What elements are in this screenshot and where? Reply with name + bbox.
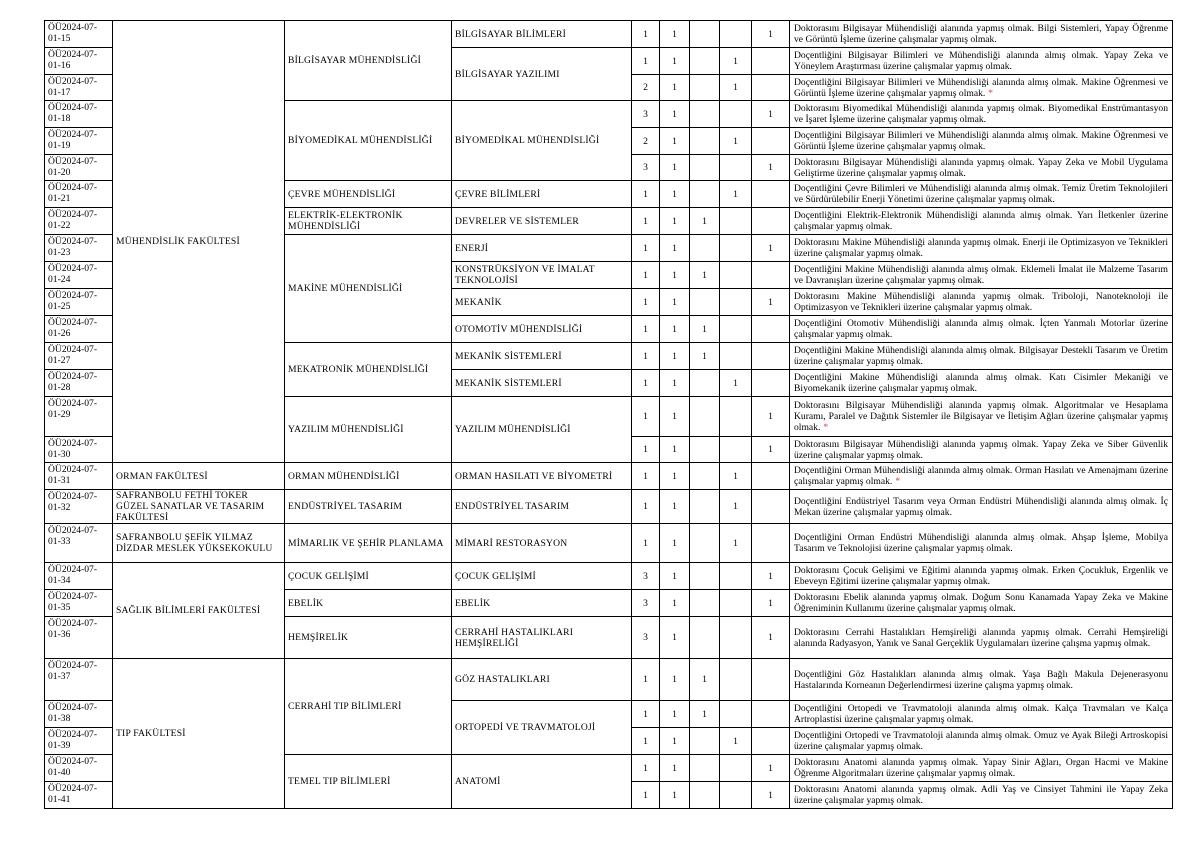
- position-code: ÖÜ2024-07-01-38: [45, 701, 113, 728]
- vacancy-count: 1: [632, 181, 660, 208]
- doctor-count: 1: [752, 437, 790, 463]
- level-count: 1: [660, 370, 690, 397]
- associate-count: 1: [720, 75, 752, 101]
- professor-count: [690, 755, 720, 782]
- position-code: ÖÜ2024-07-01-29: [45, 397, 113, 437]
- conditions-cell: [790, 343, 1173, 370]
- conditions-cell: [790, 208, 1173, 235]
- associate-count: [720, 208, 752, 235]
- associate-count: 1: [720, 48, 752, 75]
- doctor-count: 1: [752, 21, 790, 48]
- level-count: 1: [660, 48, 690, 75]
- document-page: [44, 20, 1172, 809]
- associate-count: 1: [720, 728, 752, 755]
- positions-table: [44, 20, 1173, 809]
- associate-count: [720, 235, 752, 262]
- doctor-count: [752, 316, 790, 343]
- position-code: ÖÜ2024-07-01-30: [45, 437, 113, 463]
- position-code: ÖÜ2024-07-01-24: [45, 262, 113, 289]
- conditions-text: Doktorasını Bilgisayar Mühendisliği alanında yapmış olmak. Bilgi Sistemleri, Yapay Öğrenme ve Görüntü İşleme üzerine çalışmalar yapmış olmak.: [794, 23, 1168, 45]
- department-cell: HEMŞİRELİK: [285, 617, 452, 659]
- associate-count: [720, 397, 752, 437]
- subject-area-cell: MEKANİK SİSTEMLERİ: [452, 343, 632, 370]
- subject-area-cell: YAZILIM MÜHENDİSLİĞİ: [452, 397, 632, 463]
- associate-count: [720, 782, 752, 809]
- doctor-count: 1: [752, 289, 790, 316]
- asterisk-icon: *: [895, 476, 901, 487]
- conditions-cell: [790, 316, 1173, 343]
- conditions-cell: [790, 437, 1173, 463]
- professor-count: 1: [690, 262, 720, 289]
- conditions-cell: [790, 21, 1173, 48]
- conditions-cell: [790, 48, 1173, 75]
- level-count: 1: [660, 701, 690, 728]
- professor-count: 1: [690, 701, 720, 728]
- conditions-text: Doktorasını Anatomi alanında yapmış olmak. Adli Yaş ve Cinsiyet Tahmini ile Yapay Zeka üzerine çalışmalar yapmış olmak.: [794, 784, 1168, 806]
- level-count: 1: [660, 782, 690, 809]
- professor-count: [690, 235, 720, 262]
- conditions-cell: [790, 289, 1173, 316]
- conditions-text: Doktorasını Bilgisayar Mühendisliği alanında yapmış olmak. Yapay Zeka ve Mobil Uygulama Geliştirme üzerine çalışmalar yapmış olmak.: [794, 156, 1168, 179]
- associate-count: 1: [720, 490, 752, 524]
- vacancy-count: 1: [632, 262, 660, 289]
- vacancy-count: 1: [632, 343, 660, 370]
- position-code: ÖÜ2024-07-01-17: [45, 75, 113, 101]
- associate-count: [720, 590, 752, 617]
- conditions-text: Doktorasını Makine Mühendisliği alanında yapmış olmak. Triboloji, Nanoteknoloji ile Optimizasyon ve Teknikleri üzerine çalışmalar yapmış olmak.: [794, 291, 1168, 313]
- department-cell: BİLGİSAYAR MÜHENDİSLİĞİ: [285, 21, 452, 101]
- level-count: 1: [660, 437, 690, 463]
- table-row: [45, 21, 1173, 48]
- conditions-text: Doktorasını Biyomedikal Mühendisliği alanında yapmış olmak. Biyomedikal Enstrümantasyon ve İşaret İşleme üzerine çalışmalar yapmış olmak.: [794, 103, 1168, 125]
- conditions-text: Doçentliğini Makine Mühendisliği alanında almış olmak. Eklemeli İmalat ile Malzeme Tasarım ve Davranışları üzerine çalışmalar yapmış olmak.: [794, 264, 1168, 286]
- doctor-count: [752, 659, 790, 701]
- table-row: [45, 490, 1173, 524]
- position-code: ÖÜ2024-07-01-18: [45, 101, 113, 128]
- conditions-text: Doçentliğini Orman Mühendisliği alanında almış olmak. Orman Hasılatı ve Amenajmanı üzerine çalışmalar yapmış olmak.: [794, 465, 1168, 487]
- associate-count: [720, 617, 752, 659]
- associate-count: [720, 755, 752, 782]
- faculty-cell: SAFRANBOLU ŞEFİK YILMAZ DİZDAR MESLEK YÜKSEKOKULU: [113, 524, 285, 563]
- conditions-text: Doçentliğini Endüstriyel Tasarım veya Orman Endüstri Mühendisliği alanında almış olmak. İç Mekan üzerine çalışmalar yapmış olmak.: [794, 495, 1168, 518]
- conditions-cell: [790, 755, 1173, 782]
- professor-count: [690, 21, 720, 48]
- associate-count: [720, 21, 752, 48]
- conditions-text: Doçentliğini Orman Endüstri Mühendisliği alanında almış olmak. Ahşap İşleme, Mobilya Tasarım ve Teknolojisi üzerine çalışmalar yapmış olmak.: [794, 532, 1168, 554]
- level-count: 1: [660, 155, 690, 181]
- associate-count: 1: [720, 524, 752, 563]
- professor-count: 1: [690, 659, 720, 701]
- conditions-text: Doktorasını Bilgisayar Mühendisliği alanında yapmış olmak. Yapay Zeka ve Siber Güvenlik üzerine çalışmalar yapmış olmak.: [794, 438, 1168, 461]
- conditions-text: Doçentliğini Otomotiv Mühendisliği alanında almış olmak. İçten Yanmalı Motorlar üzerine çalışmalar yapmış olmak.: [794, 318, 1168, 340]
- level-count: 1: [660, 617, 690, 659]
- vacancy-count: 1: [632, 208, 660, 235]
- level-count: 1: [660, 128, 690, 155]
- vacancy-count: 3: [632, 101, 660, 128]
- level-count: 1: [660, 21, 690, 48]
- conditions-cell: [790, 155, 1173, 181]
- conditions-cell: [790, 262, 1173, 289]
- conditions-text: Doçentliğini Ortopedi ve Travmatoloji alanında almış olmak. Omuz ve Ayak Bileği Artroskopisi üzerine çalışmalar yapmış olmak.: [794, 730, 1168, 752]
- associate-count: [720, 659, 752, 701]
- conditions-cell: [790, 728, 1173, 755]
- doctor-count: [752, 701, 790, 728]
- doctor-count: [752, 370, 790, 397]
- level-count: 1: [660, 397, 690, 437]
- vacancy-count: 1: [632, 728, 660, 755]
- professor-count: [690, 617, 720, 659]
- level-count: 1: [660, 755, 690, 782]
- subject-area-cell: MEKANİK: [452, 289, 632, 316]
- vacancy-count: 3: [632, 155, 660, 181]
- doctor-count: 1: [752, 617, 790, 659]
- associate-count: [720, 289, 752, 316]
- level-count: 1: [660, 343, 690, 370]
- subject-area-cell: MİMARİ RESTORASYON: [452, 524, 632, 563]
- position-code: ÖÜ2024-07-01-22: [45, 208, 113, 235]
- associate-count: 1: [720, 463, 752, 490]
- conditions-cell: [790, 181, 1173, 208]
- professor-count: [690, 128, 720, 155]
- subject-area-cell: BİLGİSAYAR YAZILIMI: [452, 48, 632, 101]
- department-cell: ENDÜSTRİYEL TASARIM: [285, 490, 452, 524]
- position-code: ÖÜ2024-07-01-39: [45, 728, 113, 755]
- level-count: 1: [660, 524, 690, 563]
- professor-count: [690, 48, 720, 75]
- doctor-count: 1: [752, 563, 790, 590]
- subject-area-cell: ANATOMİ: [452, 755, 632, 809]
- doctor-count: 1: [752, 397, 790, 437]
- conditions-cell: [790, 128, 1173, 155]
- subject-area-cell: BİLGİSAYAR BİLİMLERİ: [452, 21, 632, 48]
- doctor-count: [752, 463, 790, 490]
- position-code: ÖÜ2024-07-01-33: [45, 524, 113, 563]
- professor-count: [690, 75, 720, 101]
- level-count: 1: [660, 101, 690, 128]
- professor-count: 1: [690, 208, 720, 235]
- doctor-count: [752, 208, 790, 235]
- department-cell: ORMAN MÜHENDİSLİĞİ: [285, 463, 452, 490]
- position-code: ÖÜ2024-07-01-31: [45, 463, 113, 490]
- department-cell: MİMARLIK VE ŞEHİR PLANLAMA: [285, 524, 452, 563]
- conditions-cell: [790, 782, 1173, 809]
- conditions-cell: [790, 659, 1173, 701]
- subject-area-cell: CERRAHİ HASTALIKLARI HEMŞİRELİĞİ: [452, 617, 632, 659]
- asterisk-icon: *: [823, 422, 829, 433]
- position-code: ÖÜ2024-07-01-15: [45, 21, 113, 48]
- vacancy-count: 1: [632, 370, 660, 397]
- vacancy-count: 3: [632, 590, 660, 617]
- subject-area-cell: MEKANİK SİSTEMLERİ: [452, 370, 632, 397]
- vacancy-count: 1: [632, 659, 660, 701]
- professor-count: [690, 370, 720, 397]
- level-count: 1: [660, 289, 690, 316]
- associate-count: [720, 701, 752, 728]
- subject-area-cell: OTOMOTİV MÜHENDİSLİĞİ: [452, 316, 632, 343]
- vacancy-count: 1: [632, 397, 660, 437]
- conditions-cell: [790, 397, 1173, 437]
- vacancy-count: 1: [632, 316, 660, 343]
- professor-count: [690, 181, 720, 208]
- position-code: ÖÜ2024-07-01-37: [45, 659, 113, 701]
- department-cell: YAZILIM MÜHENDİSLİĞİ: [285, 397, 452, 463]
- doctor-count: [752, 128, 790, 155]
- vacancy-count: 1: [632, 437, 660, 463]
- position-code: ÖÜ2024-07-01-35: [45, 590, 113, 617]
- associate-count: [720, 262, 752, 289]
- vacancy-count: 1: [632, 755, 660, 782]
- professor-count: [690, 101, 720, 128]
- department-cell: MEKATRONİK MÜHENDİSLİĞİ: [285, 343, 452, 397]
- doctor-count: 1: [752, 782, 790, 809]
- conditions-text: Doçentliğini Bilgisayar Bilimleri ve Mühendisliği alanında almış olmak. Makine Öğrenmesi ve Görüntü İşleme üzerine çalışmalar yapmış olmak.: [794, 130, 1168, 152]
- level-count: 1: [660, 75, 690, 101]
- professor-count: [690, 524, 720, 563]
- conditions-cell: [790, 370, 1173, 397]
- doctor-count: 1: [752, 155, 790, 181]
- department-cell: TEMEL TIP BİLİMLERİ: [285, 755, 452, 809]
- conditions-text: Doçentliğini Göz Hastalıkları alanında almış olmak. Yaşa Bağlı Makula Dejenerasyonu Hastalarında Korneanın Değerlendirmesi üzerine çalışma yapmış olmak.: [794, 668, 1168, 691]
- department-cell: ELEKTRİK-ELEKTRONİK MÜHENDİSLİĞİ: [285, 208, 452, 235]
- conditions-cell: [790, 701, 1173, 728]
- conditions-text: Doçentliğini Makine Mühendisliği alanında almış olmak. Katı Cisimler Mekaniği ve Biyomekanik üzerine çalışmalar yapmış olmak.: [794, 372, 1168, 394]
- professor-count: [690, 563, 720, 590]
- department-cell: CERRAHİ TIP BİLİMLERİ: [285, 659, 452, 755]
- asterisk-icon: *: [988, 87, 994, 99]
- subject-area-cell: ÇOCUK GELİŞİMİ: [452, 563, 632, 590]
- position-code: ÖÜ2024-07-01-19: [45, 128, 113, 155]
- conditions-text: Doktorasını Anatomi alanında yapmış olmak. Yapay Sinir Ağları, Organ Hacmi ve Makine Öğrenme Algoritmaları üzerine çalışmalar yapmış olmak.: [794, 757, 1168, 779]
- subject-area-cell: ÇEVRE BİLİMLERİ: [452, 181, 632, 208]
- position-code: ÖÜ2024-07-01-28: [45, 370, 113, 397]
- vacancy-count: 1: [632, 235, 660, 262]
- doctor-count: 1: [752, 590, 790, 617]
- professor-count: [690, 590, 720, 617]
- conditions-cell: [790, 590, 1173, 617]
- position-code: ÖÜ2024-07-01-34: [45, 563, 113, 590]
- subject-area-cell: ENDÜSTRİYEL TASARIM: [452, 490, 632, 524]
- table-row: [45, 563, 1173, 590]
- position-code: ÖÜ2024-07-01-32: [45, 490, 113, 524]
- associate-count: [720, 437, 752, 463]
- faculty-cell: SAĞLIK BİLİMLERİ FAKÜLTESİ: [113, 563, 285, 659]
- vacancy-count: 3: [632, 563, 660, 590]
- conditions-text: Doçentliğini Elektrik-Elektronik Mühendisliği alanında almış olmak. Yarı İletkenler üzerine çalışmalar yapmış olmak.: [794, 210, 1168, 232]
- conditions-text: Doktorasını Ebelik alanında yapmış olmak. Doğum Sonu Kanamada Yapay Zeka ve Makine Öğreniminin Kullanımı üzerine çalışmalar yapmış olmak.: [794, 592, 1168, 614]
- subject-area-cell: KONSTRÜKSİYON VE İMALAT TEKNOLOJİSİ: [452, 262, 632, 289]
- table-row: [45, 659, 1173, 701]
- conditions-cell: [790, 101, 1173, 128]
- conditions-cell: [790, 235, 1173, 262]
- position-code: ÖÜ2024-07-01-16: [45, 48, 113, 75]
- subject-area-cell: ORTOPEDİ VE TRAVMATOLOJİ: [452, 701, 632, 755]
- associate-count: 1: [720, 128, 752, 155]
- department-cell: MAKİNE MÜHENDİSLİĞİ: [285, 235, 452, 343]
- level-count: 1: [660, 490, 690, 524]
- conditions-text: Doktorasını Bilgisayar Mühendisliği alanında yapmış olmak. Algoritmalar ve Hesaplama Kuramı, Paralel ve Dağıtık Sistemler ile Bilgisayar ve İletişim Ağları üzerine çalışmalar yapmış olmak.: [794, 400, 1168, 433]
- doctor-count: [752, 524, 790, 563]
- doctor-count: [752, 48, 790, 75]
- position-code: ÖÜ2024-07-01-40: [45, 755, 113, 782]
- position-code: ÖÜ2024-07-01-23: [45, 235, 113, 262]
- professor-count: [690, 463, 720, 490]
- position-code: ÖÜ2024-07-01-26: [45, 316, 113, 343]
- doctor-count: [752, 262, 790, 289]
- subject-area-cell: BİYOMEDİKAL MÜHENDİSLİĞİ: [452, 101, 632, 181]
- level-count: 1: [660, 316, 690, 343]
- level-count: 1: [660, 208, 690, 235]
- doctor-count: [752, 490, 790, 524]
- conditions-cell: [790, 490, 1173, 524]
- department-cell: ÇEVRE MÜHENDİSLİĞİ: [285, 181, 452, 208]
- position-code: ÖÜ2024-07-01-36: [45, 617, 113, 659]
- level-count: 1: [660, 590, 690, 617]
- doctor-count: 1: [752, 101, 790, 128]
- associate-count: [720, 343, 752, 370]
- professor-count: [690, 397, 720, 437]
- vacancy-count: 1: [632, 782, 660, 809]
- doctor-count: [752, 728, 790, 755]
- department-cell: EBELİK: [285, 590, 452, 617]
- vacancy-count: 1: [632, 21, 660, 48]
- conditions-cell: [790, 563, 1173, 590]
- associate-count: [720, 101, 752, 128]
- professor-count: [690, 490, 720, 524]
- vacancy-count: 1: [632, 463, 660, 490]
- doctor-count: [752, 75, 790, 101]
- associate-count: [720, 563, 752, 590]
- conditions-text: Doçentliğini Çevre Bilimleri ve Mühendisliği alanında almış olmak. Temiz Üretim Teknolojileri ve Sürdürülebilir Enerji Yönetimi üzerine çalışmalar yapmış olmak.: [794, 183, 1168, 205]
- doctor-count: 1: [752, 235, 790, 262]
- conditions-text: Doçentliğini Bilgisayar Bilimleri ve Mühendisliği alanında almış olmak. Yapay Zeka ve Yöneylem Araştırması üzerine çalışmalar yapmış olmak.: [794, 50, 1168, 72]
- associate-count: [720, 316, 752, 343]
- professor-count: 1: [690, 343, 720, 370]
- vacancy-count: 1: [632, 490, 660, 524]
- vacancy-count: 1: [632, 289, 660, 316]
- vacancy-count: 2: [632, 128, 660, 155]
- faculty-cell: MÜHENDİSLİK FAKÜLTESİ: [113, 21, 285, 463]
- doctor-count: [752, 343, 790, 370]
- subject-area-cell: DEVRELER VE SİSTEMLER: [452, 208, 632, 235]
- professor-count: [690, 155, 720, 181]
- subject-area-cell: GÖZ HASTALIKLARI: [452, 659, 632, 701]
- doctor-count: [752, 181, 790, 208]
- associate-count: 1: [720, 370, 752, 397]
- table-row: [45, 524, 1173, 563]
- level-count: 1: [660, 181, 690, 208]
- conditions-text: Doçentliğini Makine Mühendisliği alanında almış olmak. Bilgisayar Destekli Tasarım ve Üretim üzerine çalışmalar yapmış olmak.: [794, 345, 1168, 367]
- conditions-text: Doçentliğini Ortopedi ve Travmatoloji alanında almış olmak. Kalça Travmaları ve Kalça Artroplastisi üzerine çalışmalar yapmış olmak.: [794, 703, 1168, 725]
- position-code: ÖÜ2024-07-01-25: [45, 289, 113, 316]
- subject-area-cell: EBELİK: [452, 590, 632, 617]
- vacancy-count: 3: [632, 617, 660, 659]
- conditions-cell: [790, 524, 1173, 563]
- doctor-count: 1: [752, 755, 790, 782]
- faculty-cell: TIP FAKÜLTESİ: [113, 659, 285, 809]
- vacancy-count: 1: [632, 701, 660, 728]
- vacancy-count: 1: [632, 524, 660, 563]
- level-count: 1: [660, 235, 690, 262]
- professor-count: [690, 782, 720, 809]
- level-count: 1: [660, 728, 690, 755]
- professor-count: 1: [690, 316, 720, 343]
- conditions-cell: [790, 463, 1173, 490]
- level-count: 1: [660, 463, 690, 490]
- faculty-cell: SAFRANBOLU FETHİ TOKER GÜZEL SANATLAR VE TASARIM FAKÜLTESİ: [113, 490, 285, 524]
- level-count: 1: [660, 262, 690, 289]
- level-count: 1: [660, 659, 690, 701]
- conditions-text: Doçentliğini Bilgisayar Bilimleri ve Mühendisliği alanında almış olmak. Makine Öğrenmesi ve Görüntü İşleme üzerine çalışmalar yapmış olmak.: [794, 76, 1168, 99]
- faculty-cell: ORMAN FAKÜLTESİ: [113, 463, 285, 490]
- conditions-text: Doktorasını Makine Mühendisliği alanında yapmış olmak. Enerji ile Optimizasyon ve Teknikleri üzerine çalışmalar yapmış olmak.: [794, 237, 1168, 259]
- conditions-text: Doktorasını Cerrahi Hastalıkları Hemşireliği alanında yapmış olmak. Cerrahi Hemşireliği alanında Radyasyon, Yanık ve Sanal Gerçeklik Uygulamaları üzerine çalışma yapmış olmak.: [794, 626, 1168, 649]
- subject-area-cell: ORMAN HASILATI VE BİYOMETRİ: [452, 463, 632, 490]
- professor-count: [690, 728, 720, 755]
- position-code: ÖÜ2024-07-01-21: [45, 181, 113, 208]
- position-code: ÖÜ2024-07-01-20: [45, 155, 113, 181]
- table-row: [45, 463, 1173, 490]
- department-cell: BİYOMEDİKAL MÜHENDİSLİĞİ: [285, 101, 452, 181]
- conditions-cell: [790, 75, 1173, 101]
- professor-count: [690, 289, 720, 316]
- vacancy-count: 2: [632, 75, 660, 101]
- subject-area-cell: ENERJİ: [452, 235, 632, 262]
- position-code: ÖÜ2024-07-01-27: [45, 343, 113, 370]
- associate-count: 1: [720, 181, 752, 208]
- vacancy-count: 1: [632, 48, 660, 75]
- conditions-cell: [790, 617, 1173, 659]
- associate-count: [720, 155, 752, 181]
- department-cell: ÇOCUK GELİŞİMİ: [285, 563, 452, 590]
- level-count: 1: [660, 563, 690, 590]
- professor-count: [690, 437, 720, 463]
- position-code: ÖÜ2024-07-01-41: [45, 782, 113, 809]
- conditions-text: Doktorasını Çocuk Gelişimi ve Eğitimi alanında yapmış olmak. Erken Çocukluk, Ergenlik ve Ebeveyn Eğitimi üzerine çalışmalar yapmış olmak.: [794, 565, 1168, 587]
